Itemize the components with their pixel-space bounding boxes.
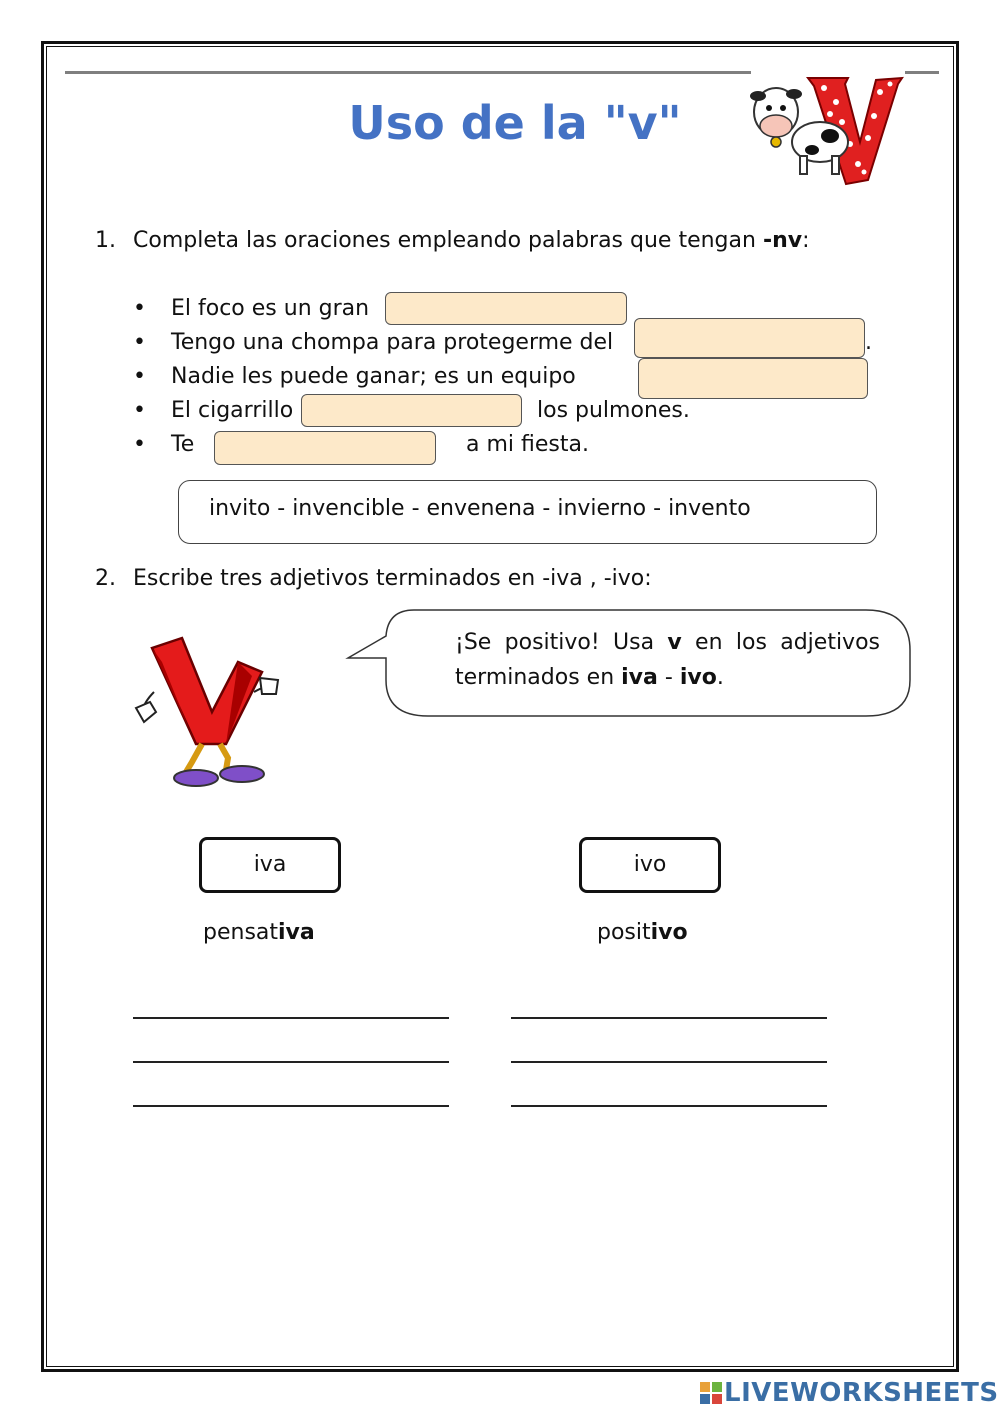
blank-4[interactable] (301, 394, 522, 427)
example-iva (203, 920, 315, 945)
tip-bold-ivo: ivo (679, 665, 717, 690)
bullet-4: • (133, 398, 146, 423)
q1-emphasis: -nv (762, 228, 803, 253)
sentence-4-end: los pulmones. (537, 398, 690, 423)
bullet-1: • (133, 296, 146, 321)
bullet-3: • (133, 364, 146, 389)
answer-line-ivo-2[interactable] (511, 1061, 827, 1063)
answer-line-ivo-3[interactable] (511, 1105, 827, 1107)
example-ivo-stem: posit (597, 920, 651, 945)
answer-line-ivo-1[interactable] (511, 1017, 827, 1019)
sentence-3-text: Nadie les puede ganar; es un equipo (171, 364, 576, 389)
answer-line-iva-1[interactable] (133, 1017, 449, 1019)
sentence-1-text: El foco es un gran (171, 296, 370, 321)
example-ivo-suffix: ivo (650, 920, 688, 945)
sentence-4-text: El cigarrillo (171, 398, 294, 423)
tip-part-3: - (657, 665, 680, 690)
bullet-5: • (133, 432, 146, 457)
q1-number: 1. (95, 228, 116, 253)
liveworksheets-logo-icon (700, 1382, 722, 1404)
blank-3[interactable] (638, 358, 868, 399)
tip-part-2: en los adjetivos terminados en (455, 630, 881, 690)
example-iva-stem: pensat (203, 920, 279, 945)
sentence-2-end: . (865, 330, 872, 355)
tag-iva: iva (199, 837, 341, 893)
blank-2[interactable] (634, 318, 865, 358)
q2-prompt: Escribe tres adjetivos terminados en -iva , -ivo: (133, 566, 652, 591)
sentence-5-end: a mi fiesta. (466, 432, 589, 457)
header-rule-right (905, 71, 939, 74)
letter-v-character-icon (134, 632, 284, 792)
header-rule-left (65, 71, 751, 74)
tip-text (455, 625, 880, 695)
q2-number: 2. (95, 566, 116, 591)
answer-line-iva-3[interactable] (133, 1105, 449, 1107)
sentence-2-text: Tengo una chompa para protegerme del (171, 330, 614, 355)
tip-bold-v: v (667, 630, 682, 655)
tag-ivo: ivo (579, 837, 721, 893)
bullet-2: • (133, 330, 146, 355)
example-iva-suffix: iva (278, 920, 315, 945)
cow-letter-v-icon (750, 72, 905, 190)
blank-5[interactable] (214, 431, 436, 465)
page-title: Uso de la "v" (348, 96, 682, 150)
word-bank: invito - invencible - envenena - invierno - invento (178, 480, 877, 544)
tip-bold-iva: iva (621, 665, 658, 690)
blank-1[interactable] (385, 292, 627, 325)
answer-line-iva-2[interactable] (133, 1061, 449, 1063)
q1-text: Completa las oraciones empleando palabras que tengan (133, 228, 763, 253)
tip-part-4: . (716, 665, 724, 690)
example-ivo (597, 920, 688, 945)
sentence-5-text: Te (171, 432, 195, 457)
q1-prompt (133, 228, 810, 253)
footer-brand: LIVEWORKSHEETS (724, 1378, 999, 1408)
q1-colon: : (802, 228, 810, 253)
tip-part-1: ¡Se positivo! Usa (455, 630, 668, 655)
